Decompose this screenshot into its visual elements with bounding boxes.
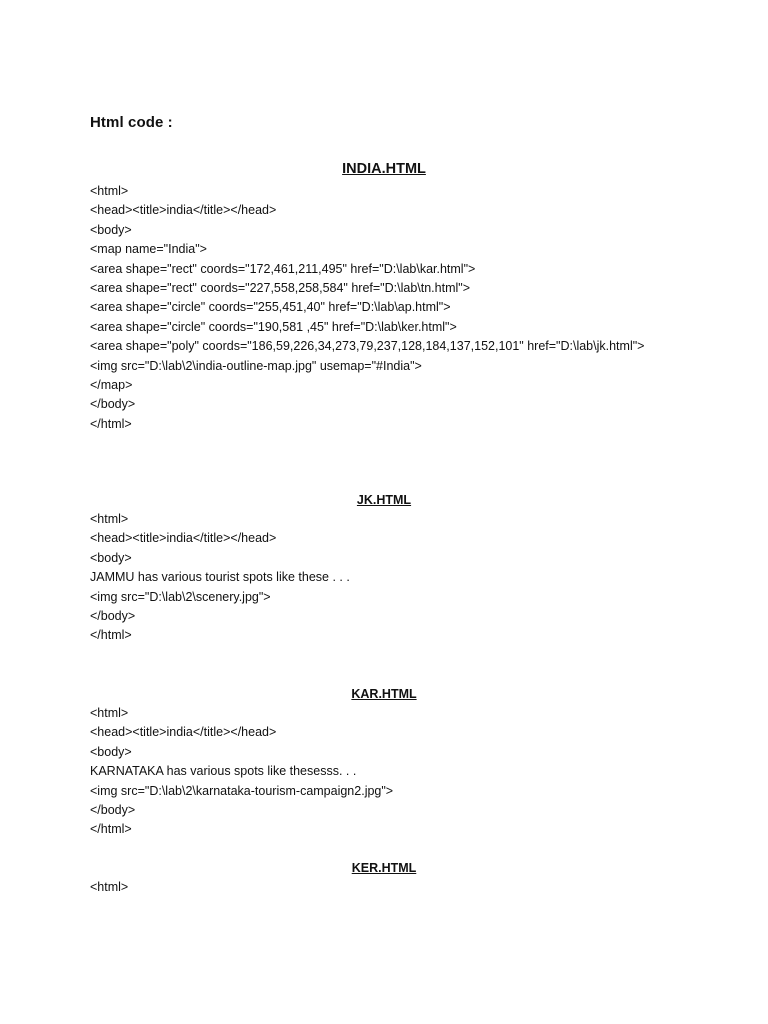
code-line: <body> — [90, 222, 132, 237]
code-line: <area shape="poly" coords="186,59,226,34,273,79,237,128,184,137,152,101" href="D:\lab\jk.html"> — [90, 339, 645, 354]
section-title: KAR.HTML — [351, 687, 417, 701]
code-line: <html> — [90, 184, 129, 198]
code-line: KARNATAKA has various spots like thesesss. . . — [90, 764, 357, 779]
code-line: <html> — [90, 512, 129, 526]
code-line: </map> — [90, 377, 133, 392]
code-line: <area shape="circle" coords="190,581 ,45" href="D:\lab\ker.html"> — [90, 319, 457, 334]
code-line: <html> — [90, 706, 129, 720]
section-title: INDIA.HTML — [342, 161, 426, 177]
code-line: </body> — [90, 802, 136, 817]
code-line: <img src="D:\lab\2\india-outline-map.jpg" usemap="#India"> — [90, 358, 422, 373]
document-heading: Html code : — [90, 114, 173, 131]
code-line: <area shape="circle" coords="255,451,40" href="D:\lab\ap.html"> — [90, 300, 451, 315]
code-line: </body> — [90, 608, 136, 623]
code-section-india — [90, 158, 690, 434]
section-title: KER.HTML — [351, 861, 417, 875]
code-section-kar — [90, 685, 690, 840]
code-line: </body> — [90, 397, 136, 412]
code-line: <html> — [90, 880, 129, 894]
code-line: <body> — [90, 550, 132, 565]
code-line: <head><title>india</title></head> — [90, 531, 277, 546]
section-title: JK.HTML — [356, 493, 412, 507]
code-line: <body> — [90, 744, 132, 759]
code-line: </html> — [90, 628, 132, 643]
code-line: <map name="India"> — [90, 242, 207, 257]
code-line: <area shape="rect" coords="172,461,211,495" href="D:\lab\kar.html"> — [90, 261, 476, 276]
code-line: <head><title>india</title></head> — [90, 725, 277, 740]
code-line: <head><title>india</title></head> — [90, 203, 277, 218]
code-line: </html> — [90, 416, 132, 431]
code-line: <area shape="rect" coords="227,558,258,584" href="D:\lab\tn.html"> — [90, 280, 470, 295]
code-line: JAMMU has various tourist spots like these . . . — [90, 570, 350, 585]
code-section-jk — [90, 491, 690, 646]
code-line: <img src="D:\lab\2\scenery.jpg"> — [90, 589, 271, 604]
code-line: <img src="D:\lab\2\karnataka-tourism-campaign2.jpg"> — [90, 783, 394, 798]
code-section-ker — [90, 859, 690, 897]
code-line: </html> — [90, 822, 132, 837]
